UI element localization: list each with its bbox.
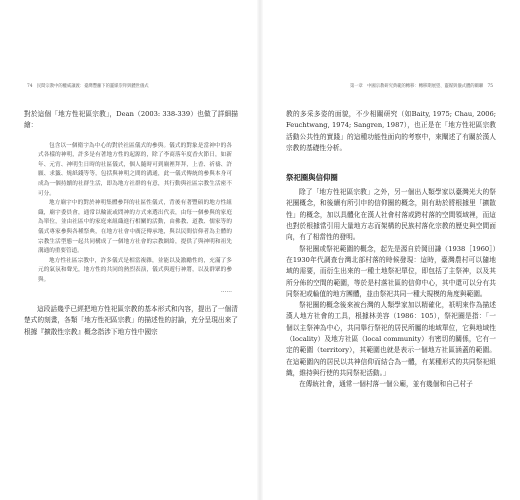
- right-body: [286, 109, 496, 391]
- right-page: [262, 0, 520, 500]
- left-page-number: 74: [27, 84, 33, 89]
- body-paragraph-1: 除了「地方性祀區宗教」之外，另一個出人類學家以臺灣光大的祭祀圈概念，和後續有所引申的信仰圈的概念，則有助於將根據里「擴散性」的概念，加以具體化在漢人社會村落或跨村落的空間領域裡，而這也對於根據當引用大量地方志而架構的民族村落化宗教的歷史與空間面向，有了相當性的發明。: [286, 188, 496, 242]
- right-running-title: 第一章 中國宗教研究典範的轉移：轉移期展望、靈媒與儀式體的關聯: [349, 84, 484, 89]
- body-paragraph-2: 祭祀圈或祭祀範圍的概念，起先是源自於岡田謙（1938［1960］）在1930年代調查台灣北部村落的時候發現：這時，臺灣農村可以隨地域的需要，而衍生出來的一種土地祭祀單位，即包括了主祭神，以及其所分佈的空間的範圍，等於是村落社區的信仰中心，其中還可以分有共同祭祀或輪值的地方團體，並由祭祀共同一種大規模的角度與範圍。: [286, 244, 496, 298]
- body-paragraph-3: 祭祀圈的概念後來被台灣的人類學家加以精確化，祇明來作為描述漢人地方社會的工具，根據林美容（1986：105），祭祀圈是指：「一個以主祭神為中心，共同舉行祭祀的居民所屬的地域單位，它與地域性（locality）及地方社區（local community）有密切的關係，它有一定的範圍（territory），其範圍也就是表示一個地方社區涵蓋的範圍。在這範圍內的居民以共神信仰而結合為一體，有某種形式的共同祭祀組織，維持與行使的共同祭祀活動。」: [286, 301, 496, 377]
- right-running-header: [350, 83, 496, 89]
- quote-citation: ……: [220, 287, 232, 294]
- block-quote: [38, 142, 232, 297]
- left-body: [24, 109, 238, 338]
- left-page: [0, 0, 258, 500]
- left-running-title: 民間宗教中的權威讓渡：臺灣豐蘿下的靈媒崇拜與體世儀式: [36, 84, 149, 89]
- right-page-number: 75: [487, 84, 493, 89]
- body-paragraph-4: 在傳統社會，通常一個村落一個公廟，並有幾個和自己村子: [299, 380, 473, 389]
- left-running-header: [24, 83, 149, 89]
- continued-paragraph: 教的多采多姿的面貌，不少相關研究（如Baity, 1975; Chau, 2006; Feuchtwang, 1974; Sangren, 1987），也正是在「地方性祀區宗教活動公共性的實踐」的這種功能性面向的考察中，來闡述了有關於漢人宗教的基礎性分析。: [286, 110, 496, 152]
- quote-paragraph-2: 地方廟宇中的對於神明集體參拜的社區性儀式，背後有著豐碩的地方性組織，廟宇委員會，通常以輪流或問神的方式來選出代表，由每一個參與的家庭為單位，並由社區中的家庭來組織進行相關的活動，由佛教、道教、儒家等的儀式專家參與各種祭典，在地方社會中廣泛傳承地，與以民間信仰者為主體的宗教生活型態一起共同構成了一個地方社會的宗教網絡，提供了與神明和祖先溝通的重要管道。: [38, 200, 232, 255]
- section-heading: 祭祀圈與信仰圈: [286, 173, 338, 183]
- quote-paragraph-3: 地方性社區宗教中，許多儀式是相當複雜，並能以及激勵性的，充滿了多元的氣氛和聲光，地方性的共同的熱烈表演，儀式與遊行神將，以及群眾的參與。: [38, 257, 232, 283]
- quote-paragraph-1: 包含以一個衛宇為中心的對於社區儀式的參與。儀式的對象是當神中的各式各樣的神明，許多是有著地方性的起源的，除了李商落年度香火節日，如新年、元宵、神明生日時的社區儀式，個人隨時可到廟裡拜拜，上香、祈禱、許願、求籤、燒紙錢等等，包括與神明之間的溝通，此一儀式傳統的參與本身可成為一個持續的社群生活，即為地方社群的有意，其行動與社區宗教生活密不可分。: [38, 142, 232, 197]
- closing-paragraph: 這段話幾乎已經把地方性祀區宗教的基本形式和內容，提出了一個清楚式的刻畫，各類「地方性祀區宗教」的描述性的討論，充分呈現出來了根據『擴散性宗教』概念指涉下地方性中國宗: [24, 305, 238, 336]
- intro-paragraph: 對於這個「地方性祀區宗教」，Dean（2003: 338-339）也做了詳細描繪：: [24, 110, 238, 130]
